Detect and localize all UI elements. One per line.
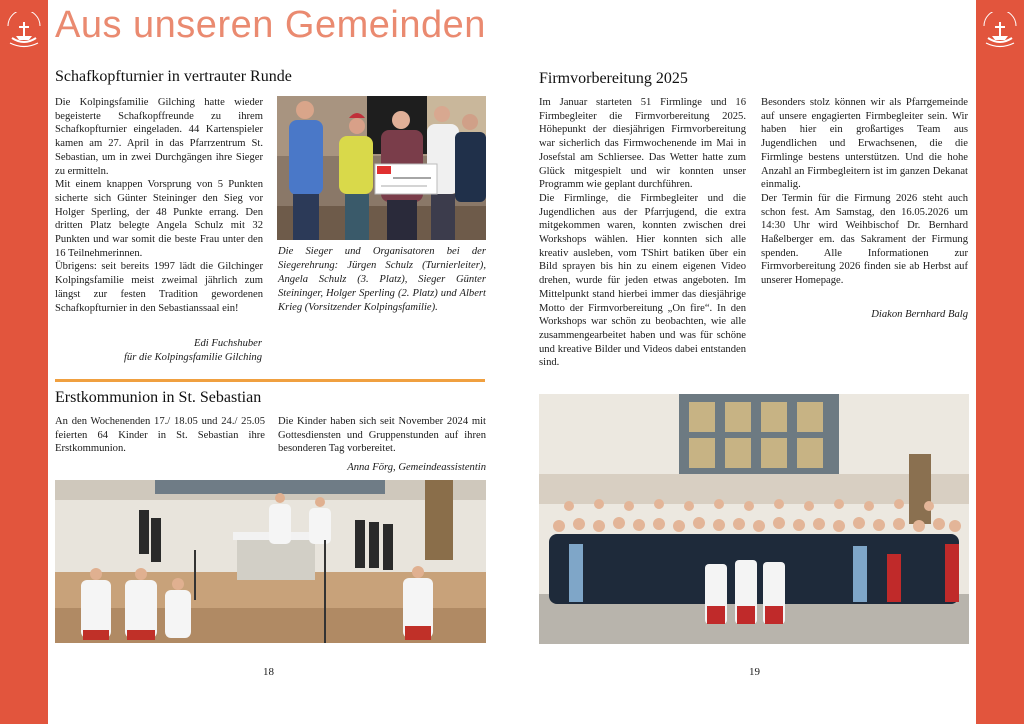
firm-heading: Firmvorbereitung 2025	[539, 70, 688, 87]
schafkopf-photo	[277, 96, 486, 240]
schafkopf-signature	[60, 337, 262, 364]
erstkommunion-signature: Anna Förg, Gemeindeassistentin	[347, 462, 486, 473]
page-number-right: 19	[749, 666, 760, 678]
schafkopf-paragraph: Die Kolpingsfamilie Gilching hatte wieder begeisterte Schafkopffreunde zu ihrem Schafkopfturnier eingeladen. 44 Kartenspieler kamen am 27. April in das Pfarrzentrum St. Sebastian, um in zwei Durchgängen ihre Sieger zu ermitteln.	[55, 97, 263, 177]
firm-column-1	[539, 96, 746, 370]
firm-group-photo	[539, 394, 969, 644]
signature-org: für die Kolpingsfamilie Gilching	[123, 351, 262, 363]
firm-paragraph: Im Januar starteten 51 Firmlinge und 16 Firmbegleiter die Firmvorbereitung 2025. Höhepunkt der diesjährigen Firmvorbereitung war sicherlich das Firmwochenende im Mai in Josefstal am Schliersee. Das Wetter hatte zum Glück mitgespielt und wir konnten unser Programm wie geplant durchführen.	[539, 97, 746, 191]
firm-paragraph: Der Termin für die Firmung 2026 steht auch schon fest. Am Samstag, den 16.05.2026 um 14:30 Uhr wird Weihbischof Dr. Bernhard Haßelberger em. das Sakrament der Firmung spenden. Alle Informationen zur Firmvorbereitung 2026 finden sie ab Herbst auf unserer Homepage.	[761, 192, 968, 287]
left-color-band	[0, 0, 48, 724]
schafkopf-paragraph: Übrigens: seit bereits 1997 lädt die Gilchinger Kolpingsfamilie meist zweimal jährlich zum längst zur festen Tradition gewordenen Schafkopfturnier in den Sebastianssaal ein!	[55, 261, 263, 314]
firm-signature: Diakon Bernhard Balg	[871, 309, 968, 320]
page-number-left: 18	[263, 666, 274, 678]
page-title: Aus unseren Gemeinden	[55, 4, 486, 46]
erstkommunion-photo	[55, 480, 486, 643]
right-color-band	[976, 0, 1024, 724]
schafkopf-paragraph: Mit einem knappen Vorsprung von 5 Punkten sicherte sich Günter Steininger den Sieg vor Holger Sperling, der 48 Punkte errang. Den dritten Platz belegte Angela Schulz mit 32 Punkten und war somit die beste Frau unter den 16 Teilnehmerinnen.	[55, 179, 263, 259]
schafkopf-body	[55, 96, 263, 315]
schafkopf-photo-caption: Die Sieger und Organisatoren bei der Siegerehrung: Jürgen Schulz (Turnierleiter), Angela Schulz (3. Platz), Sieger Günter Steininger, Holger Sperling (2. Platz) und Albert Krieg (Vorsitzender Kolpingsfamilie).	[278, 246, 486, 313]
firm-paragraph: Die Firmlinge, die Firmbegleiter und die Jugendlichen aus der Pfarrjugend, die extra mitgekommen waren, konnten zwischen drei Workshops wählen. Hier konnten sich alle kreativ ausleben, vom TShirt batiken über ein Bild sprayen bis hin zu einem eigenen Video drehen, wurde für jeden etwas angeboten. Im Mittelpunkt stand hierbei immer das diesjährige Motto der Firmvorbereitung „On fire“. In den Workshops war schön zu beobachten, wie alle zusammengearbeitet haben und was für schöne und kreative Bilder und Videos dabei entstanden sind.	[539, 192, 746, 369]
oikoumene-logo-icon	[4, 12, 44, 52]
section-divider	[55, 379, 485, 382]
oikoumene-logo-icon	[980, 12, 1020, 52]
firm-paragraph: Besonders stolz können wir als Pfarrgemeinde auf unsere engagierten Firmbegleiter sein. Wir haben hier ein großartiges Team aus Jugendlichen und Erwachsenen, die die Firmlinge bestens unterstützen. Und die hohe Anzahl an Firmbegleitern ist im ganzen Dekanat einmalig.	[761, 97, 968, 191]
signature-name: Edi Fuchshuber	[194, 338, 262, 349]
erstkommunion-heading: Erstkommunion in St. Sebastian	[55, 389, 262, 406]
erstkommunion-right-text: Die Kinder haben sich seit November 2024 mit Gottesdiensten und Gruppenstunden auf ihren besonderen Tag vorbereitet.	[278, 416, 486, 455]
firm-column-2	[761, 96, 968, 288]
schafkopf-heading: Schafkopfturnier in vertrauter Runde	[55, 68, 292, 85]
erstkommunion-left-text: An den Wochenenden 17./ 18.05 und 24./ 25.05 feierten 64 Kinder in St. Sebastian ihre Erstkommunion.	[55, 416, 265, 455]
